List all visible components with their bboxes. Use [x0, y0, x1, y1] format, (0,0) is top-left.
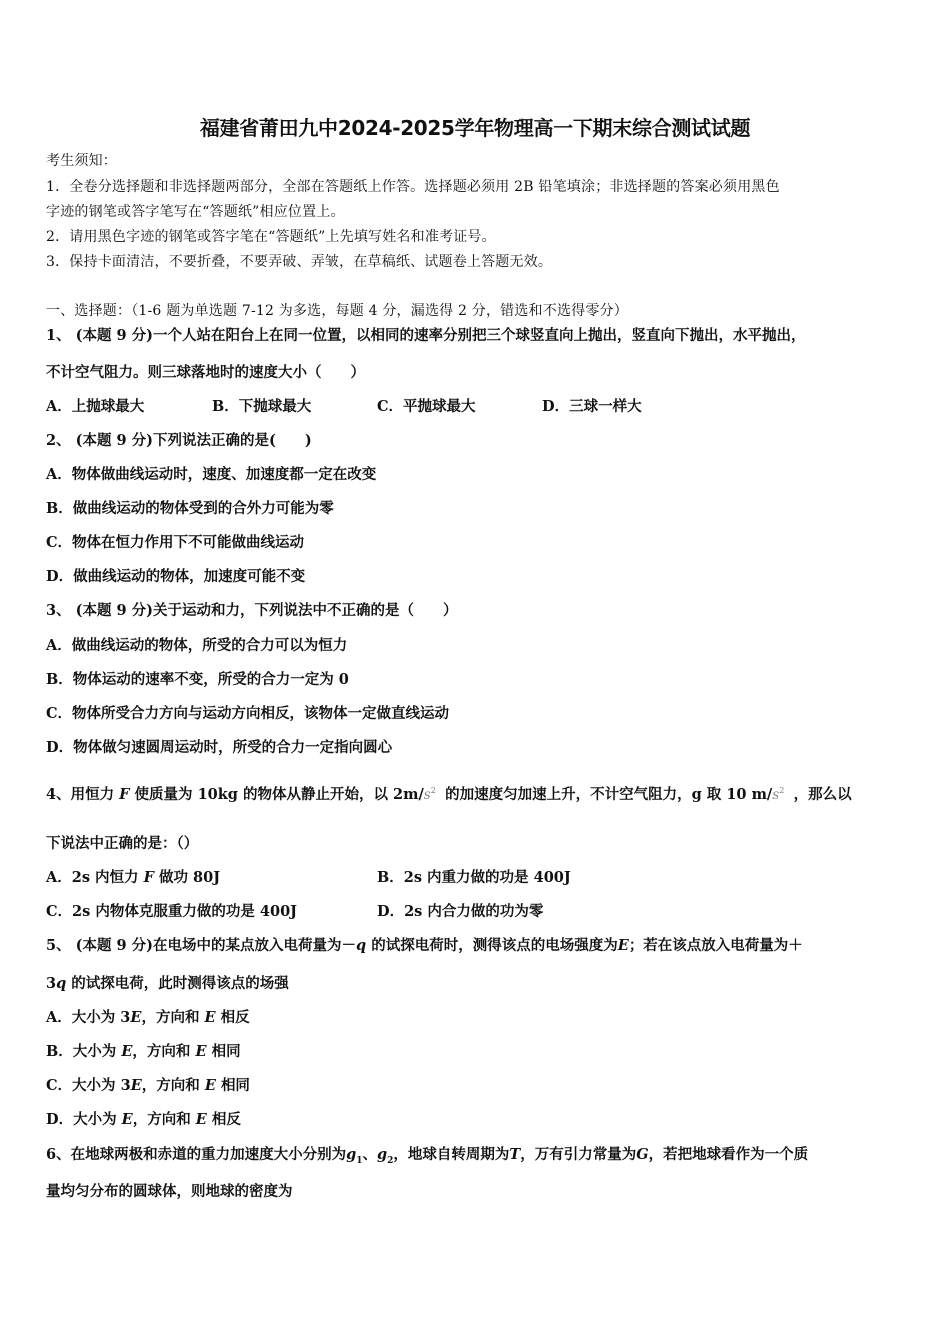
question-5-stem-cont: 3q 的试探电荷，此时测得该点的场强	[46, 975, 289, 992]
question-5-option-c: C．大小为 3E，方向和 E 相同	[46, 1077, 250, 1094]
question-5-option-b: B．大小为 E，方向和 E 相同	[46, 1043, 241, 1060]
notice-item-3: 3．保持卡面清洁，不要折叠，不要弄破、弄皱，在草稿纸、试题卷上答题无效。	[46, 254, 553, 270]
question-1-option-c: C．平抛球最大	[377, 398, 476, 415]
unit-s-squared-2: S 2	[772, 786, 785, 802]
question-2-option-a: A．物体做曲线运动时，速度、加速度都一定在改变	[46, 466, 377, 483]
question-3-option-b: B．物体运动的速率不变，所受的合力一定为 0	[46, 671, 349, 688]
question-4-stem: 4、用恒力 F 使质量为 10kg 的物体从静止开始，以 2m/S 2 的加速度匀加速上升，不计空气阻力，g 取 10 m/S 2 ，那么以	[46, 785, 852, 807]
question-5-option-d: D．大小为 E，方向和 E 相反	[46, 1111, 241, 1128]
question-4-option-b: B．2s 内重力做的功是 400J	[377, 869, 571, 886]
question-3-stem: 3、 (本题 9 分)关于运动和力，下列说法中不正确的是（ ）	[46, 602, 458, 619]
question-1-option-b: B．下抛球最大	[212, 398, 312, 415]
question-3-option-c: C．物体所受合力方向与运动方向相反，该物体一定做直线运动	[46, 705, 450, 722]
question-5-option-a: A．大小为 3E，方向和 E 相反	[46, 1009, 250, 1026]
notice-heading: 考生须知：	[46, 153, 117, 169]
question-3-option-a: A．做曲线运动的物体，所受的合力可以为恒力	[46, 637, 348, 654]
page-title: 福建省莆田九中2024-2025学年物理高一下期末综合测试试题	[199, 116, 751, 140]
notice-item-1-cont: 字迹的钢笔或答字笔写在“答题纸”相应位置上。	[46, 204, 345, 220]
notice-item-2: 2．请用黑色字迹的钢笔或答字笔在“答题纸”上先填写姓名和准考证号。	[46, 229, 496, 245]
question-1-stem: 1、 (本题 9 分)一个人站在阳台上在同一位置，以相同的速率分别把三个球竖直向上抛出，竖直向下抛出，水平抛出，	[46, 327, 806, 344]
question-2-option-c: C．物体在恒力作用下不可能做曲线运动	[46, 534, 305, 551]
question-1-option-a: A．上抛球最大	[46, 398, 145, 415]
question-4-stem-cont: 下说法中正确的是：（）	[46, 835, 199, 852]
question-4-option-d: D．2s 内合力做的功为零	[377, 903, 544, 920]
question-6-stem-cont: 量均匀分布的圆球体，则地球的密度为	[46, 1183, 293, 1200]
question-6-stem: 6、在地球两极和赤道的重力加速度大小分别为$g_1$、$g_2$，地球自转周期为T，万有引力常量为G，若把地球看作为一个质	[46, 1146, 809, 1166]
question-5-stem: 5、 (本题 9 分)在电场中的某点放入电荷量为－q 的试探电荷时，测得该点的电场强度为E；若在该点放入电荷量为＋	[46, 937, 803, 954]
section-heading: 一、选择题：（1-6 题为单选题 7-12 为多选，每题 4 分，漏选得 2 分，错选和不选得零分）	[46, 303, 628, 319]
question-1-stem-cont: 不计空气阻力。则三球落地时的速度大小（ ）	[46, 364, 365, 381]
question-4-option-a: A．2s 内恒力 F 做功 80J	[46, 869, 221, 886]
question-4-option-c: C．2s 内物体克服重力做的功是 400J	[46, 903, 298, 920]
unit-s-squared: S 2	[423, 786, 436, 802]
question-2-option-d: D．做曲线运动的物体，加速度可能不变	[46, 568, 306, 585]
question-2-stem: 2、 (本题 9 分)下列说法正确的是( )	[46, 432, 312, 449]
question-3-option-d: D．物体做匀速圆周运动时，所受的合力一定指向圆心	[46, 739, 393, 756]
question-1-option-d: D．三球一样大	[542, 398, 642, 415]
question-2-option-b: B．做曲线运动的物体受到的合外力可能为零	[46, 500, 334, 517]
notice-item-1: 1．全卷分选择题和非选择题两部分，全部在答题纸上作答。选择题必须用 2B 铅笔填涂；非选择题的答案必须用黑色	[46, 179, 780, 195]
